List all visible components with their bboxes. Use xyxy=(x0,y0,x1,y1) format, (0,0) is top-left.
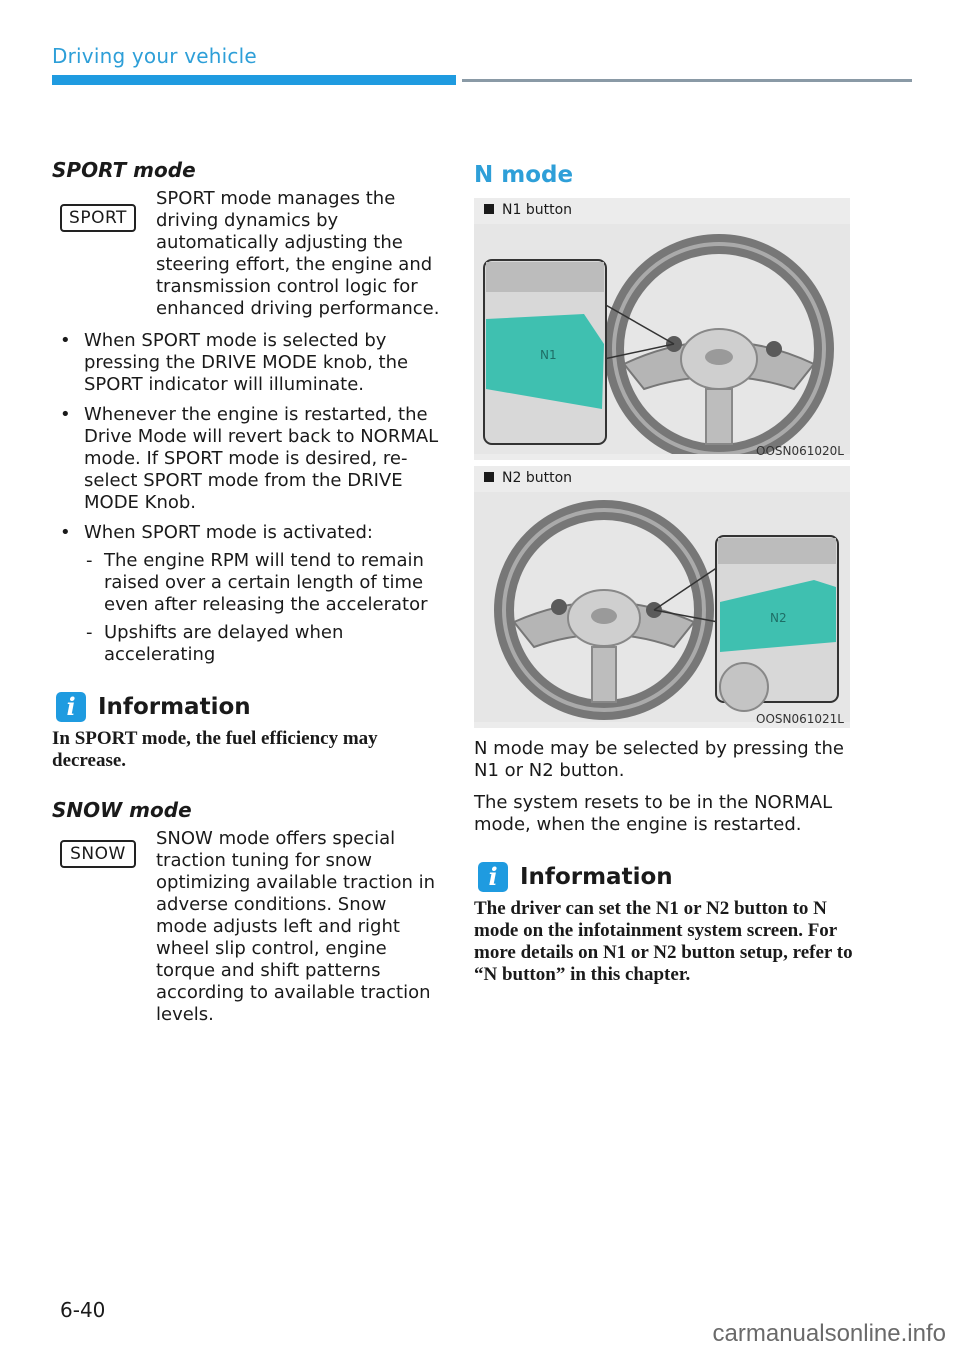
left-column xyxy=(52,158,442,1026)
sport-sub-bullets xyxy=(84,550,442,666)
square-bullet-icon xyxy=(484,472,494,482)
header-bar-accent xyxy=(52,75,456,85)
figure-n1 xyxy=(474,198,850,460)
info-header-2 xyxy=(474,862,854,892)
header-title: Driving your vehicle xyxy=(52,44,257,68)
info-text-2: The driver can set the N1 or N2 button to N mode on the infotainment system screen. For more details on N1 or N2 button setup, refer to “N button” in this chapter. xyxy=(474,898,853,985)
figure-n1-caption-text: N1 button xyxy=(502,202,573,218)
figure-n1-caption xyxy=(474,198,850,224)
sport-bullet-1: • When SPORT mode is selected by pressing the DRIVE MODE knob, the SPORT indicator will illuminate. xyxy=(52,330,442,396)
snow-description: SNOW mode offers special traction tuning for snow optimizing available traction in adverse conditions. Snow mode adjusts left and right wheel slip control, engine torque and shift patterns according to available traction levels. xyxy=(156,828,435,1025)
sport-bullet-2: • Whenever the engine is restarted, the Drive Mode will revert back to NORMAL mode. If SPORT mode is desired, re-select SPORT mode from the DRIVE MODE Knob. xyxy=(52,404,442,514)
sport-sub-bullet-1: - The engine RPM will tend to remain raised over a certain length of time even after releasing the accelerator xyxy=(84,550,442,616)
figure-n2-code: OOSN061021L xyxy=(756,712,844,726)
figure-n1-code: OOSN061020L xyxy=(756,444,844,458)
figure-n2-caption xyxy=(474,466,850,492)
info-icon: i xyxy=(478,862,508,892)
n-mode-paragraph-2: The system resets to be in the NORMAL mode, when the engine is restarted. xyxy=(474,792,833,835)
sport-description: SPORT mode manages the driving dynamics by automatically adjusting the steering effort, the engine and transmission control logic for enhanced driving performance. xyxy=(156,188,440,319)
sport-sub-bullet-2: - Upshifts are delayed when accelerating xyxy=(84,622,442,666)
square-bullet-icon xyxy=(484,204,494,214)
right-column xyxy=(474,158,854,986)
sport-block xyxy=(52,188,442,320)
info-text-1: In SPORT mode, the fuel efficiency may decrease. xyxy=(52,728,378,771)
n2-button-label: N2 xyxy=(770,611,787,625)
sport-bullet-3-text: When SPORT mode is activated: xyxy=(84,522,373,543)
info-title-1: Information xyxy=(98,694,251,720)
steering-wheel-n1-illustration xyxy=(474,224,850,454)
figure-n2-caption-text: N2 button xyxy=(502,470,573,486)
sport-bullet-3 xyxy=(52,522,442,666)
snow-block xyxy=(52,828,442,1026)
n1-button-label: N1 xyxy=(540,348,557,362)
watermark: carmanualsonline.info xyxy=(712,1320,946,1347)
page-number: 6-40 xyxy=(60,1298,106,1322)
figure-n2 xyxy=(474,466,850,728)
sport-badge-icon: SPORT xyxy=(60,204,136,232)
snow-heading: SNOW mode xyxy=(52,798,192,822)
info-header-1 xyxy=(52,692,442,722)
info-icon: i xyxy=(56,692,86,722)
n-mode-title: N mode xyxy=(474,162,574,188)
header-bar-rule xyxy=(462,79,912,82)
snow-badge-icon: SNOW xyxy=(60,840,136,868)
n-mode-paragraph-1: N mode may be selected by pressing the N1 or N2 button. xyxy=(474,738,844,781)
sport-heading: SPORT mode xyxy=(52,158,196,182)
sport-bullets xyxy=(52,330,442,666)
steering-wheel-n2-illustration xyxy=(474,492,850,722)
info-title-2: Information xyxy=(520,864,673,890)
